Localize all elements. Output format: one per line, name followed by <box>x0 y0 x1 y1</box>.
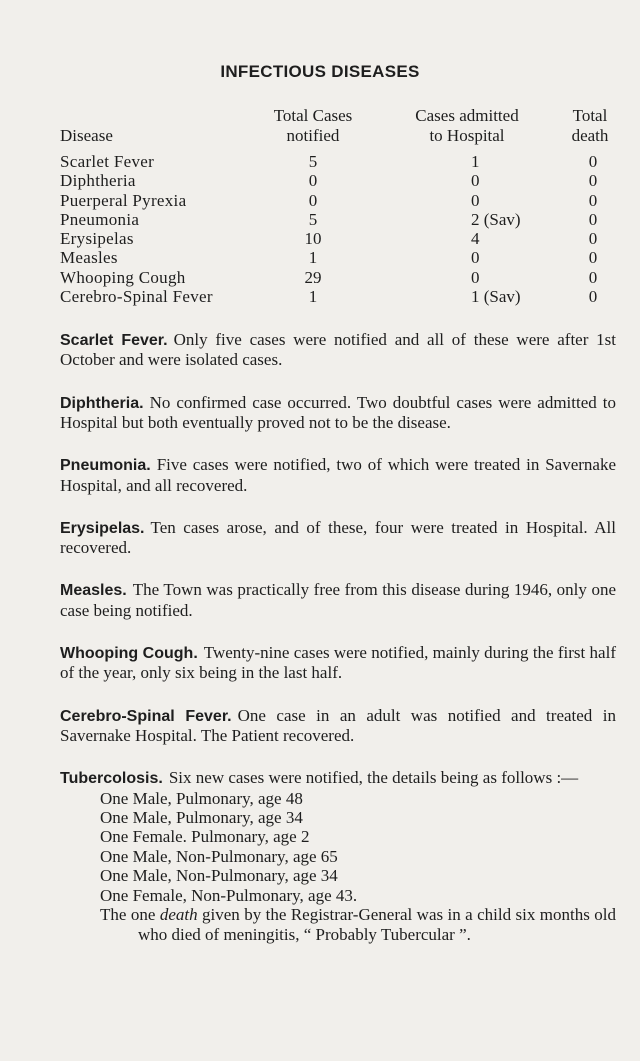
cell-notified: 5 <box>308 152 318 171</box>
cell-disease: Pneumonia <box>60 209 140 229</box>
paragraph-whooping-cough <box>60 643 616 683</box>
death-note-start: The one <box>100 905 156 925</box>
tubercolosis-intro <box>60 768 616 788</box>
section-label: Erysipelas. <box>60 519 145 537</box>
header-admitted-line2: to Hospital <box>429 126 505 145</box>
table-row <box>0 248 640 267</box>
tubercolosis-case-list <box>60 789 616 905</box>
cell-death: 0 <box>588 152 598 171</box>
section-text: Five cases were notified, two of which were treated in Savernake Hospital, and all recovered. <box>60 455 616 495</box>
table-row <box>0 191 640 210</box>
list-item: One Male, Non-Pulmonary, age 65 <box>100 846 338 866</box>
cell-admitted: 0 <box>471 171 480 191</box>
cell-notified: 0 <box>308 171 318 191</box>
cell-admitted: 1 <box>471 152 480 171</box>
cell-admitted: 0 <box>471 190 480 210</box>
section-label: Pneumonia. <box>60 457 151 475</box>
section-label: Scarlet Fever. <box>60 332 168 349</box>
header-disease: Disease <box>60 126 113 145</box>
section-label: Measles. <box>60 582 127 600</box>
cell-notified: 1 <box>308 287 318 307</box>
table-row <box>0 287 640 306</box>
cell-disease: Measles <box>60 248 118 268</box>
header-death-line2: death <box>571 126 609 145</box>
cell-disease: Whooping Cough <box>60 267 186 287</box>
table-row <box>0 152 640 171</box>
section-text: No confirmed case occurred. Two doubtful cases were admitted to Hospital but both eventually proved not to be the disease. <box>60 392 616 433</box>
table-row <box>0 268 640 287</box>
cell-notified: 5 <box>308 209 318 229</box>
paragraph-measles <box>60 580 616 620</box>
list-item: One Female, Non-Pulmonary, age 43. <box>100 885 358 905</box>
header-death-line1: Total <box>572 106 608 125</box>
cell-notified: 1 <box>308 248 318 268</box>
cell-death: 0 <box>588 229 598 249</box>
list-item: One Male, Non-Pulmonary, age 34 <box>100 866 338 886</box>
section-text: Ten cases arose, and of these, four were treated in Hospital. All recovered. <box>60 517 616 558</box>
cell-death: 0 <box>588 248 598 268</box>
list-item: One Female. Pulmonary, age 2 <box>100 827 310 847</box>
paragraph-diphtheria <box>60 393 616 433</box>
death-note-rest: given by the Registrar-General was in a child six months old who died of meningitis, “ Probably Tubercular ”. <box>138 905 617 944</box>
section-text: Six new cases were notified, the details being as follows :— <box>168 768 579 788</box>
table-row <box>0 171 640 190</box>
paragraph-scarlet-fever <box>60 330 616 370</box>
table-body <box>0 152 640 306</box>
header-admitted <box>392 106 542 146</box>
header-total-cases-line2: notified <box>286 126 340 145</box>
section-text: The Town was practically free from this disease during 1946, only one case being notified. <box>60 580 616 620</box>
paragraph-pneumonia <box>60 455 616 495</box>
cell-admitted: 4 <box>471 229 480 249</box>
header-admitted-line1: Cases admitted <box>415 106 519 125</box>
death-note <box>60 905 616 944</box>
header-total-cases-line1: Total Cases <box>273 106 353 125</box>
cell-death: 0 <box>588 267 598 287</box>
list-item: One Male, Pulmonary, age 34 <box>100 808 303 828</box>
cell-disease: Cerebro-Spinal Fever <box>60 287 213 307</box>
cell-notified: 0 <box>308 190 318 210</box>
cell-admitted: 0 <box>471 248 480 268</box>
cell-admitted: 2 (Sav) <box>471 209 521 229</box>
header-death <box>560 106 620 146</box>
cell-disease: Erysipelas <box>60 229 134 249</box>
page-heading: INFECTIOUS DISEASES <box>220 62 420 81</box>
list-item: One Male, Pulmonary, age 48 <box>100 788 303 808</box>
table-row <box>0 210 640 229</box>
cell-disease: Scarlet Fever <box>60 152 155 171</box>
table-header <box>0 106 640 146</box>
paragraph-cerebro-spinal-fever <box>60 706 616 746</box>
death-note-emphasis: death <box>159 905 198 925</box>
section-text: Only five cases were notified and all of these were after 1st October and were isolated cases. <box>60 330 616 370</box>
cell-notified: 10 <box>304 229 322 249</box>
cell-disease: Diphtheria <box>60 171 136 191</box>
cell-death: 0 <box>588 190 598 210</box>
paragraph-tubercolosis <box>60 768 616 944</box>
header-total-cases <box>246 106 380 146</box>
section-label: Cerebro-Spinal Fever. <box>60 707 232 725</box>
section-text: One case in an adult was notified and treated in Savernake Hospital. The Patient recovered. <box>60 705 616 746</box>
cell-death: 0 <box>588 171 598 191</box>
cell-disease: Puerperal Pyrexia <box>60 190 187 210</box>
section-label: Tubercolosis. <box>60 770 163 788</box>
cell-admitted: 0 <box>471 267 480 287</box>
section-text: Twenty-nine cases were notified, mainly during the first half of the year, only six being in the last half. <box>60 643 616 683</box>
report-body <box>60 330 616 944</box>
section-label: Whooping Cough. <box>60 645 198 663</box>
cell-death: 0 <box>588 287 598 307</box>
table-row <box>0 229 640 248</box>
paragraph-erysipelas <box>60 518 616 558</box>
cell-admitted: 1 (Sav) <box>471 287 521 307</box>
section-label: Diphtheria. <box>60 394 144 412</box>
cell-death: 0 <box>588 209 598 229</box>
cell-notified: 29 <box>304 267 322 287</box>
